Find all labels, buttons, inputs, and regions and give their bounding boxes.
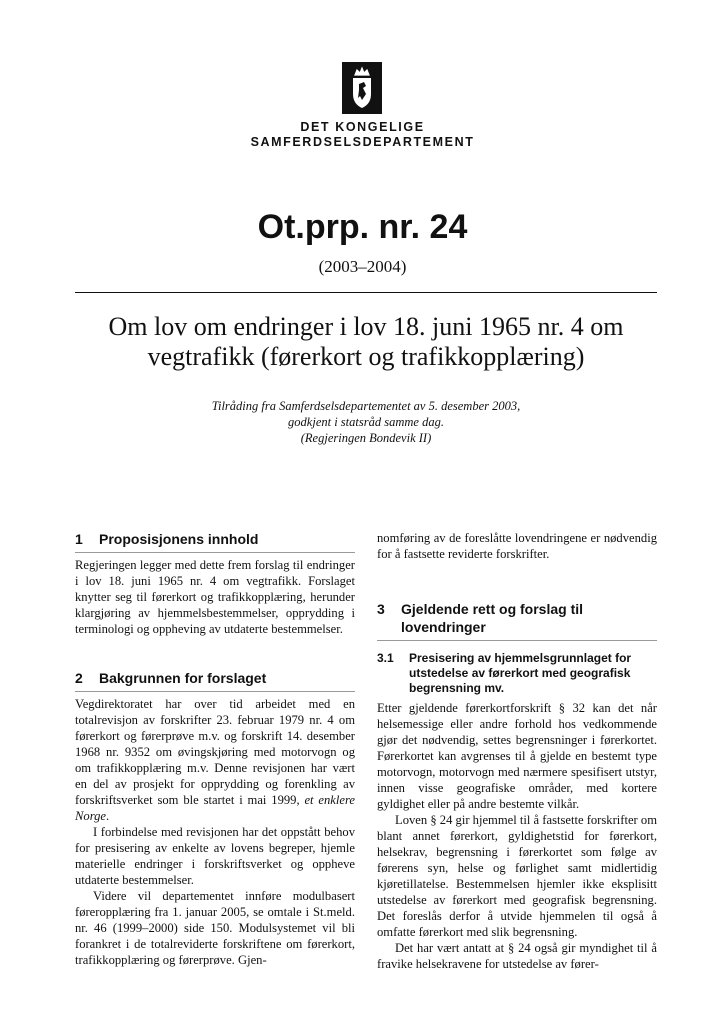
right-column <box>377 530 657 972</box>
recommendation-line: (Regjeringen Bondevik II) <box>300 431 432 445</box>
paragraph: Regjeringen legger med dette frem forslag til endringer i lov 18. juni 1965 nr. 4 om vegtrafikk. Forslaget knytter seg til førerkort og trafikkopplæring, herunder klargjøring av hjemmelsbestemmelser, opprydding i terminologi og oppheving av utdaterte bestemmelser. <box>75 558 355 636</box>
subsection-number: 3.1 <box>377 651 394 665</box>
paragraph: Videre vil departementet innføre modulbasert føreropplæring fra 1. januar 2005, se omtale i St.meld. nr. 46 (1999–2000) side 150. Modulsystemet vil bli forankret i de totalreviderte forskriftene om førerkort, trafikkopplæring og førerprøve. Gjen- <box>75 889 355 967</box>
royal-coat-of-arms-icon <box>342 62 382 114</box>
subsection-title: Presisering av hjemmelsgrunnlaget for utstedelse av førerkort med geografisk begrensning mv. <box>409 651 632 695</box>
coat-of-arms-logo <box>342 62 382 114</box>
section-title: Bakgrunnen for forslaget <box>99 670 267 686</box>
department-name-line1: DET KONGELIGE <box>300 120 425 134</box>
italic-term: et enklere Norge <box>75 793 355 823</box>
section-number: 2 <box>75 670 83 686</box>
title-divider <box>75 292 657 293</box>
section-title: Proposisjonens innhold <box>99 531 259 547</box>
section-number: 1 <box>75 531 83 547</box>
section-heading <box>377 600 657 641</box>
recommendation-line: godkjent i statsråd samme dag. <box>288 415 444 429</box>
document-year: (2003–2004) <box>318 257 407 276</box>
document-subject: Om lov om endringer i lov 18. juni 1965 nr. 4 om vegtrafikk (førerkort og trafikkopplæring) <box>108 312 624 371</box>
section-heading <box>75 669 355 692</box>
department-name-line2: SAMFERDSELSDEPARTEMENT <box>250 135 475 149</box>
paragraph: Det har vært antatt at § 24 også gir myndighet til å fravike helsekravene for utstedelse av fører- <box>377 941 657 971</box>
paragraph: I forbindelse med revisjonen har det oppstått behov for presisering av enkelte av lovens begreper, hjemle materielle endringer i forskriftsverket og oppheve utdaterte bestemmelser. <box>75 825 355 887</box>
recommendation-line: Tilråding fra Samferdselsdepartementet av 5. desember 2003, <box>211 399 521 413</box>
paragraph: Loven § 24 gir hjemmel til å fastsette forskrifter om blant annet førerkort, gyldighetstid for førerkort, helsekrav, begrensning i førerkortet som følge av førerens syn, helse og førlighet samt midlertidig kjøretillatelse. Bestemmelsen hjemler ikke eksplisitt utstedelse av førerkort med geografisk begrensning. Det foreslås derfor å utvide hjemmelen til også å omfatte førerkort med slik begrensning. <box>377 813 657 939</box>
subsection-heading <box>377 651 657 696</box>
document-title: Ot.prp. nr. 24 <box>257 208 468 246</box>
section-heading <box>75 530 355 553</box>
paragraph: Vegdirektoratet har over tid arbeidet med en totalrevisjon av forskrifter 23. februar 1979 nr. 4 om førerkort og førerprøve m.v. og forskrift 14. desember 1968 nr. 9352 om øvingskjøring med motorvogn og om trafikkopplæring m.v. Denne revisjonen har vært en del av prosjekt for opprydding og forenkling av forskriftsverket som ble startet i mai 1999, et enklere Norge. <box>75 697 355 823</box>
left-column <box>75 530 355 968</box>
section-title: Gjeldende rett og forslag til lovendringer <box>401 601 584 635</box>
paragraph: Etter gjeldende førerkortforskrift § 32 kan det når helsemessige eller andre forhold hos vedkommende gjør det nødvendig, settes begrensninger i førerkortet. Førerkortet kan avgrenses til å gjelde en bestemt type motorvogn, motorvogn med nærmere spesifisert utstyr, innen visse geografiske områder, med kortere gyldighet eller på andre bestemte vilkår. <box>377 701 657 811</box>
section-number: 3 <box>377 601 385 617</box>
recommendation-block <box>75 398 657 446</box>
paragraph: nomføring av de foreslåtte lovendringene er nødvendig for å fastsette reviderte forskrifter. <box>377 531 657 561</box>
